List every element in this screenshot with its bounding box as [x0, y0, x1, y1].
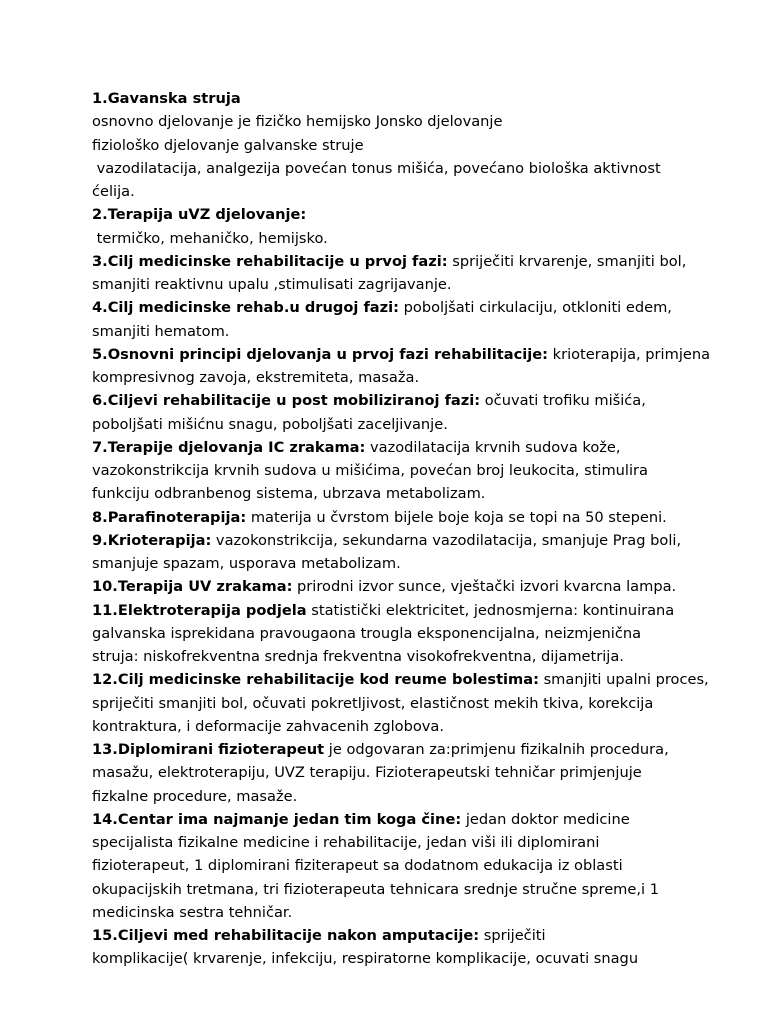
body-text: komplikacije( krvarenje, infekciju, respiratorne komplikacije, ocuvati snagu: [92, 950, 639, 968]
text-line: [92, 599, 752, 622]
body-text: statistički elektricitet, jednosmjerna: kontinuirana: [306, 601, 675, 619]
text-line: [92, 878, 752, 901]
bold-heading: 7.Terapije djelovanja IC zrakama:: [92, 438, 366, 456]
bold-heading: 14.Centar ima najmanje jedan tim koga čine:: [92, 810, 462, 828]
text-line: [92, 785, 752, 808]
bold-heading: 12.Cilj medicinske rehabilitacije kod reume bolestima:: [92, 671, 539, 689]
body-text: krioterapija, primjena: [547, 345, 711, 363]
text-line: [92, 622, 752, 645]
document-page: [92, 87, 752, 971]
text-line: [92, 227, 752, 250]
body-text: fiziološko djelovanje galvanske struje: [92, 136, 364, 154]
text-line: [92, 715, 752, 738]
body-text: specijalista fizikalne medicine i rehabilitacije, jedan viši ili diplomirani: [92, 834, 600, 851]
bold-heading: 8.Parafinoterapija:: [92, 508, 247, 526]
bold-heading: 5.Osnovni principi djelovanja u prvoj fazi rehabilitacije:: [92, 345, 548, 363]
text-line: [92, 389, 752, 412]
text-line: [92, 320, 752, 343]
text-line: [92, 436, 752, 459]
text-line: [92, 134, 752, 157]
bold-heading: 2.Terapija uVZ djelovanje:: [92, 206, 307, 224]
text-line: [92, 668, 752, 691]
bold-heading: 3.Cilj medicinske rehabilitacije u prvoj fazi:: [92, 252, 448, 270]
body-text: jedan doktor medicine: [461, 810, 630, 828]
body-text: spriječiti smanjiti bol, očuvati pokretljivost, elastičnost mekih tkiva, korekcija: [92, 694, 654, 712]
text-line: [92, 552, 752, 575]
body-text: prirodni izvor sunce, vještački izvori kvarcna lampa.: [292, 578, 677, 596]
body-text: fizioterapeut, 1 diplomirani fiziterapeut sa dodatnom edukacija iz oblasti: [92, 857, 623, 875]
text-line: [92, 529, 752, 552]
body-text: struja: niskofrekventna srednja frekventna visokofrekventna, dijametrija.: [92, 648, 624, 665]
text-line: [92, 110, 752, 133]
body-text: spriječiti: [479, 927, 546, 944]
text-line: [92, 366, 752, 389]
text-line: [92, 506, 752, 529]
text-line: [92, 854, 752, 877]
text-line: [92, 738, 752, 761]
text-line: [92, 645, 752, 668]
bold-heading: 10.Terapija UV zrakama:: [92, 578, 293, 596]
text-line: [92, 808, 752, 831]
bold-heading: 1.Gavanska struja: [92, 90, 241, 107]
body-text: kompresivnog zavoja, ekstremiteta, masaža.: [92, 369, 420, 386]
text-line: [92, 273, 752, 296]
body-text: poboljšati mišićnu snagu, poboljšati zaceljivanje.: [92, 415, 448, 433]
bold-heading: 15.Ciljevi med rehabilitacije nakon amputacije:: [92, 927, 480, 944]
text-line: [92, 87, 752, 110]
body-text: galvanska isprekidana pravougaona trougla eksponencijalna, neizmjenična: [92, 624, 642, 642]
text-line: [92, 947, 752, 970]
body-text: smanjuje spazam, usporava metabolizam.: [92, 555, 401, 572]
body-text: okupacijskih tretmana, tri fizioterapeuta tehnicara srednje stručne spreme,i 1: [92, 880, 659, 898]
body-text: smanjiti upalni proces,: [538, 671, 709, 689]
bold-heading: 11.Elektroterapija podjela: [92, 601, 307, 619]
bold-heading: 13.Diplomirani fizioterapeut: [92, 741, 325, 758]
text-line: [92, 482, 752, 505]
bold-heading: 6.Ciljevi rehabilitacije u post mobiliziranoj fazi:: [92, 392, 481, 410]
text-line: [92, 459, 752, 482]
text-line: [92, 901, 752, 924]
body-text: funkciju odbranbenog sistema, ubrzava metabolizam.: [92, 485, 486, 503]
body-text: medicinska sestra tehničar.: [92, 903, 293, 921]
body-text: ćelija.: [92, 183, 135, 200]
body-text: smanjiti reaktivnu upalu ,stimulisati zagrijavanje.: [92, 276, 452, 293]
body-text: smanjiti hematom.: [92, 322, 230, 340]
body-text: osnovno djelovanje je fizičko hemijsko Jonsko djelovanje: [92, 113, 503, 131]
body-text: termičko, mehaničko, hemijsko.: [92, 229, 328, 247]
body-text: je odgovaran za:primjenu fizikalnih procedura,: [324, 741, 669, 758]
body-text: spriječiti krvarenje, smanjiti bol,: [447, 252, 687, 270]
body-text: vazodilatacija, analgezija povećan tonus mišića, povećano biološka aktivnost: [92, 159, 661, 177]
text-line: [92, 296, 752, 319]
bold-heading: 4.Cilj medicinske rehab.u drugoj fazi:: [92, 299, 399, 317]
text-line: [92, 575, 752, 598]
body-text: kontraktura, i deformacije zahvacenih zglobova.: [92, 717, 445, 735]
text-line: [92, 831, 752, 854]
text-line: [92, 250, 752, 273]
bold-heading: 9.Krioterapija:: [92, 531, 212, 549]
text-line: [92, 692, 752, 715]
text-line: [92, 924, 752, 947]
text-line: [92, 413, 752, 436]
text-line: [92, 343, 752, 366]
text-line: [92, 761, 752, 784]
body-text: očuvati trofiku mišića,: [480, 392, 646, 410]
text-line: [92, 180, 752, 203]
body-text: fizkalne procedure, masaže.: [92, 787, 298, 805]
text-line: [92, 157, 752, 180]
body-text: vazokonstrikcija krvnih sudova u mišićima, povećan broj leukocita, stimulira: [92, 462, 648, 479]
body-text: masažu, elektroterapiju, UVZ terapiju. Fizioterapeutski tehničar primjenjuje: [92, 764, 642, 782]
body-text: vazodilatacija krvnih sudova kože,: [365, 438, 621, 456]
body-text: materija u čvrstom bijele boje koja se topi na 50 stepeni.: [246, 508, 667, 526]
body-text: vazokonstrikcija, sekundarna vazodilatacija, smanjuje Prag boli,: [211, 531, 682, 549]
text-line: [92, 203, 752, 226]
body-text: poboljšati cirkulaciju, otkloniti edem,: [398, 299, 672, 317]
